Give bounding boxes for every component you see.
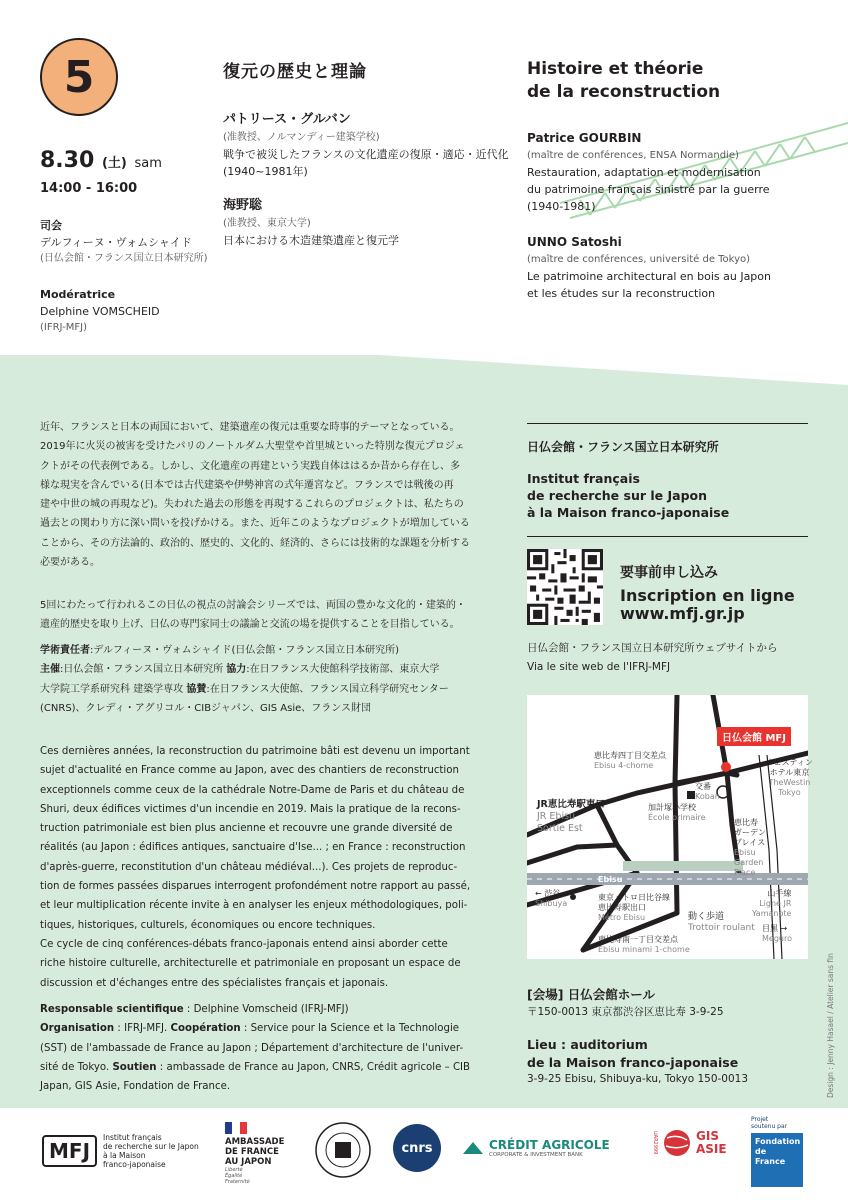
speaker-fr-2 [527, 232, 771, 302]
speaker-affil: (maître de conférences, université de Tokyo) [527, 254, 751, 265]
map-walkway: 動く歩道 Trottoir roulant [688, 912, 755, 933]
moderator-jp-label: 司会 [40, 219, 62, 232]
body-jp: 近年、フランスと日本の両国において、建築遺産の復元は重要な時事的テーマとなっている。 2019年に火災の被害を受けたパリのノートルダム大聖堂や首里城といった特別な復元プロジェ クトがその代表例である。しかし、文化遺産の再建という実践自体ははるか昔から存在し、多 様な現実を含んでいる(日本では古代建築や伊勢神宮の式年遷宮など。フランスでは戦後の再 建や中世の城の再現など)。失われた過去の形態を再現するこれらのプロジェクトは、私たちの 過去との関わり方に深い問いを投げかける。また、近年このようなプロジェクトが増加している ことから、その方法論的、政治的、歴史的、文化的、経済的、さらには技術的な課題を分析する 必要がある。 [40, 422, 470, 569]
credits-jp: 学術責任者:デルフィーヌ・ヴォムシャイド(日仏会館・フランス国立日本研究所) 主催:日仏会館・フランス国立日本研究所 協力:在日フランス大使館科学技術部、東京大学 大学院工学系研究科 建築学専攻 協賛:在日フランス大使館、フランス国立科学研究センター (CNRS)、クレディ・アグリコル・CIBジャパン、GIS Asie、フランス財団 [40, 645, 449, 714]
moderator-fr [40, 286, 160, 336]
map-koban: 交番 Koban [695, 782, 720, 801]
map-westin: ウェスティン ホテル東京 TheWestin Tokyo [766, 758, 813, 797]
body-jp-2: 5回にわたって行われるこの日仏の視点の討論会シリーズでは、両国の豊かな文化的・建築的・ 遺産的歴史を取り上げ、日仏の専門家同士の議論と交流の場を提供することを目指している。 [40, 600, 466, 631]
venue-jp-title: [会場] 日仏会館ホール [527, 987, 656, 1002]
moderator-jp-name: デルフィーヌ・ヴォムシャイド [40, 236, 192, 249]
website-note: 日仏会館・フランス国立日本研究所ウェブサイトから Via le site web de l'IFRJ-MFJ [527, 642, 778, 673]
speaker-fr-1 [527, 128, 770, 215]
fondation-de-france-label: Projet soutenu par [751, 1116, 788, 1130]
session-date [40, 148, 162, 173]
registration-jp: 要事前申し込み [620, 565, 718, 581]
venue-fr-address: 3-9-25 Ebisu, Shibuya-ku, Tokyo 150-0013 [527, 1073, 749, 1085]
map-jr-ebisu: JR恵比寿駅東口 JR Ebisu Sortie Est [537, 799, 605, 834]
map-shibuya: ← 渋谷 Shibuya [535, 889, 568, 908]
body-fr-2: Ce cycle de cinq conférences-débats franco-japonais entend ainsi aborder cette riche histoire culturelle, architecturelle et patrimoniale en proposant un espace de discussion et d'échanges entre des spécialistes français et japonais. [40, 939, 461, 989]
title-jp: 復元の歴史と理論 [223, 62, 367, 82]
title-fr-line2: de la reconstruction [527, 82, 721, 102]
registration-url-link[interactable]: www.mfj.gr.jp [620, 604, 745, 623]
map-mfj-label: 日仏会館 MFJ [717, 727, 791, 746]
title-fr [527, 58, 720, 104]
ambassade-logo: AMBASSADE DE FRANCE AU JAPON Liberté Égalité Fraternité [225, 1122, 284, 1185]
cnrs-logo: cnrs [393, 1124, 441, 1172]
weekday: (土) [101, 156, 127, 171]
map-minami: 恵比寿南一丁目交差点 Ebisu minami 1-chome [598, 935, 690, 954]
map-ebisu-station: Ebisu [598, 875, 623, 884]
session-number: 5 [63, 51, 95, 103]
map-metro: 東京メトロ日比谷線 恵比寿駅出口 Métro Ebisu [598, 893, 670, 922]
metro-exit-icon [570, 894, 576, 900]
french-flag-icon [225, 1122, 247, 1134]
speaker-name: UNNO Satoshi [527, 235, 622, 249]
map-meguro: 目黒 → Meguro [762, 924, 792, 943]
tokyo-university-architecture-seal-icon [313, 1120, 373, 1180]
divider [527, 423, 808, 424]
speaker-topic-years: (1940-1981) [527, 200, 596, 213]
org-jp: 日仏会館・フランス国立日本研究所 [527, 440, 719, 454]
speaker-topic: Le patrimoine architectural en bois au Japon [527, 270, 771, 283]
speaker-affil: (准教授、ノルマンディー建築学校) [223, 132, 380, 143]
map-school: 加計塚小学校 École primaire [648, 803, 706, 822]
moderator-jp-affil: (日仏会館・フランス国立日本研究所) [40, 253, 208, 264]
mint-edge [0, 355, 848, 395]
ampm: sam [134, 156, 162, 171]
credit-agricole-logo: CRÉDIT AGRICOLE CORPORATE & INVESTMENT BANK [461, 1138, 610, 1158]
moderator-jp [40, 217, 208, 267]
moderator-fr-label: Modératrice [40, 288, 116, 301]
globe-icon [662, 1128, 692, 1158]
sponsor-logos-bar [0, 1108, 848, 1200]
map-ebisu4: 恵比寿四丁目交差点 Ebisu 4-chome [594, 751, 666, 770]
map-yamanote: 山手線 Ligne JR Yamanote [752, 889, 792, 918]
speaker-jp-1 [223, 110, 509, 180]
moderator-fr-name: Delphine VOMSCHEID [40, 305, 160, 318]
mfj-location-icon [721, 762, 731, 772]
speaker-topic: 日本における木造建築遺産と復元学 [223, 234, 399, 247]
speaker-topic: du patrimoine français sinistré par la guerre [527, 183, 770, 196]
speaker-topic: Restauration, adaptation et modernisation [527, 166, 761, 179]
speaker-topic: 戦争で被災したフランスの文化遺産の復原・適応・近代化 [223, 148, 509, 161]
session-time: 14:00 - 16:00 [40, 181, 138, 196]
speaker-name: パトリース・グルバン [223, 112, 351, 127]
map-garden-place: 恵比寿 ガーデン プレイス Ebisu Garden Place [734, 818, 766, 877]
design-credit: Design : Jenny Hasael / Atelier sans fin [826, 953, 835, 1098]
speaker-affil: (准教授、東京大学) [223, 218, 311, 229]
speaker-topic-years: (1940~1981年) [223, 165, 308, 178]
speaker-jp-2 [223, 196, 399, 249]
body-fr: Ces dernières années, la reconstruction du patrimoine bâti est devenu un important sujet d'actualité en France comme au Japon, avec des chantiers de reconstruction exceptionnels comme ceux de la cathédrale Notre-Dame de Paris et du château de Shuri, deux édifices victimes d'un incendie en 2019. Mais la pratique de la recons- truction patrimoniale est bien plus ancienne et recouvre une grande diversité de réalités (au Japon : édifices antiques, sanctuaire d'Ise... ; en France : reconstruction d'après-guerre, reconstitution d'un château médiéval...). Ces projets de reproduc- tion de formes passées disparues interrogent profondément notre rapport au passé, et leur multiplication récente invite à en analyser les enjeux méthodologiques, poli- tiques, historiques, culturels, économiques ou encore techniques. [40, 746, 471, 931]
speaker-affil: (maître de conférences, ENSA Normandie) [527, 150, 739, 161]
divider [527, 536, 808, 537]
speaker-name: Patrice GOURBIN [527, 131, 642, 145]
moving-walkway [623, 861, 743, 871]
gis-asie-logo: UAR2999 GIS ASIE [652, 1129, 727, 1156]
title-fr-line1: Histoire et théorie [527, 59, 704, 79]
mfj-logo: MFJ Institut français de recherche sur le Japon à la Maison franco-japonaise [42, 1126, 199, 1176]
venue-jp-address: 〒150-0013 東京都渋谷区恵比寿 3-9-25 [527, 1006, 724, 1018]
credits-fr: Responsable scientifique : Delphine Vomscheid (IFRJ-MFJ) Organisation : IFRJ-MFJ. Coopération : Service pour la Science et la Technologie (SST) de l'ambassade de France au Japon ; Département d'architecture de l'univer- sité de Tokyo. Soutien : ambassade de France au Japon, CNRS, Crédit agricole – CIB Japan, GIS Asie, Fondation de France. [40, 1004, 471, 1093]
session-number-badge [40, 38, 118, 116]
school-icon [687, 791, 695, 799]
fondation-de-france-logo: Fondation de France [751, 1133, 803, 1187]
speaker-topic: et les études sur la reconstruction [527, 287, 716, 300]
moderator-fr-affil: (IFRJ-MFJ) [40, 322, 87, 333]
speaker-name: 海野聡 [223, 198, 263, 213]
org-fr: Institut français de recherche sur le Japon à la Maison franco-japonaise [527, 471, 730, 520]
registration-fr: Inscription en ligne [620, 586, 795, 605]
venue-fr: Lieu : auditorium de la Maison franco-japonaise [527, 1037, 739, 1070]
qr-code[interactable] [527, 549, 603, 625]
date-value: 8.30 [40, 148, 95, 173]
credit-agricole-icon [461, 1140, 485, 1156]
